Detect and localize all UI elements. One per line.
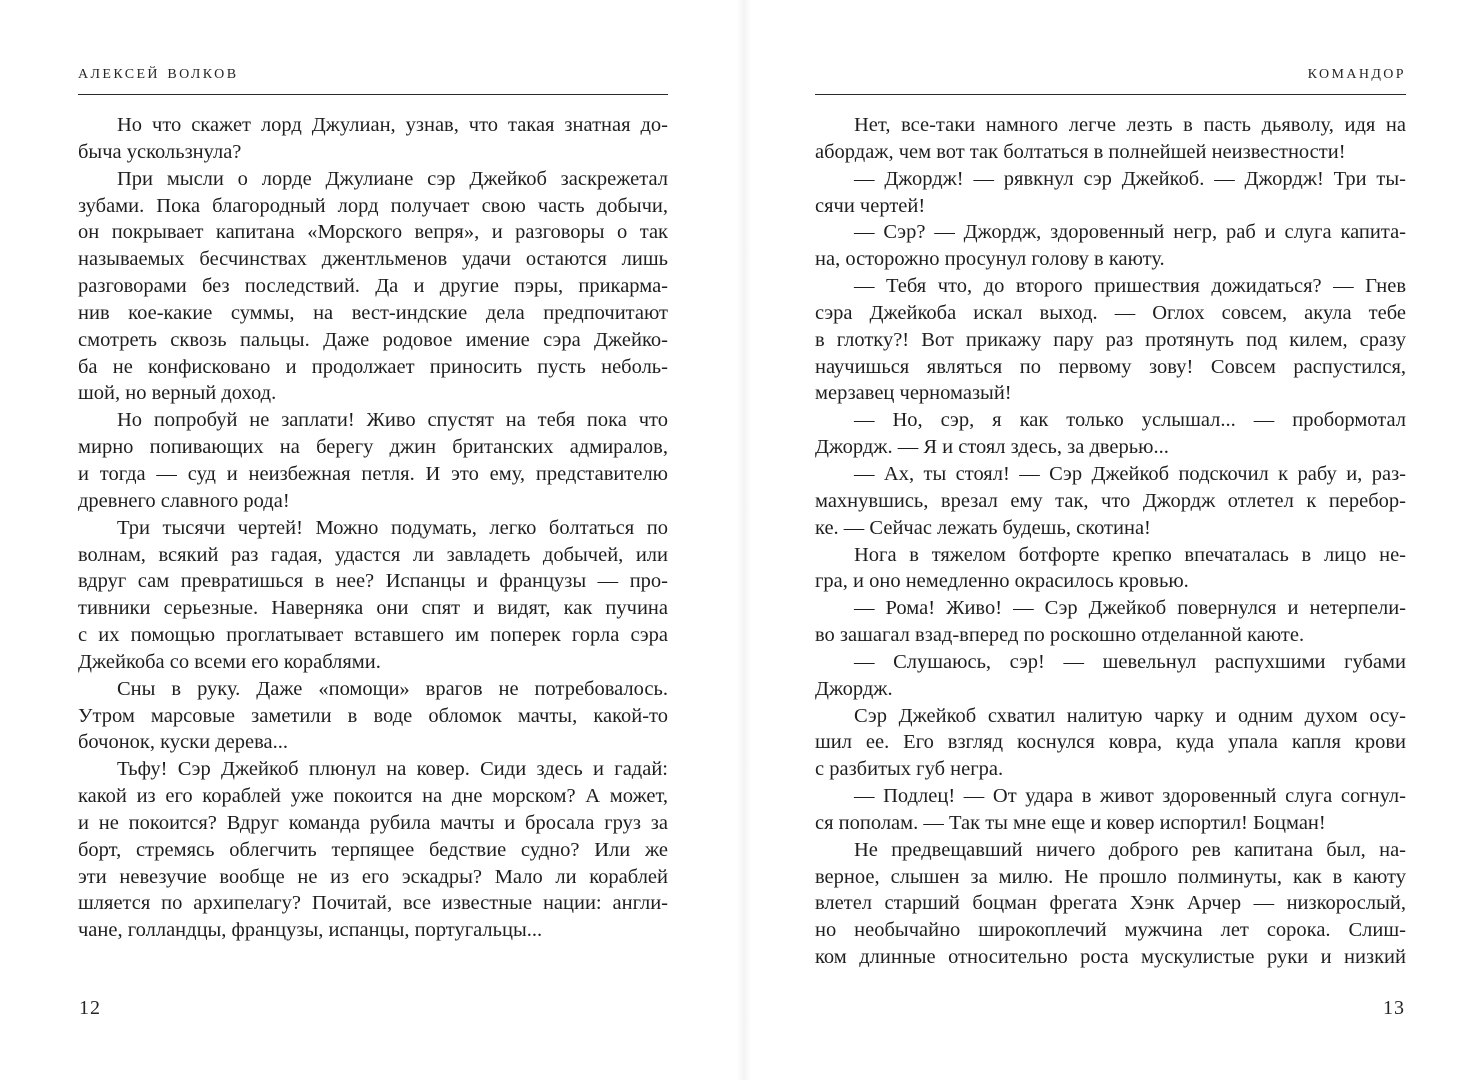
text-line: но необычайно широкоплечий мужчина лет сорока. Слиш- bbox=[815, 919, 1406, 942]
text-line: — Ах, ты стоял! — Сэр Джейкоб подскочил к рабу и, раз- bbox=[854, 462, 1406, 485]
text-line: Не предвещавший ничего доброго рев капитана был, на- bbox=[854, 838, 1406, 861]
text-line: эти невезучие вообще не из его эскадры? Мало ли кораблей bbox=[78, 865, 668, 888]
text-line: вдруг сам превратишься в нее? Испанцы и французы — про- bbox=[78, 570, 668, 593]
text-line: Нет, все-таки намного легче лезть в пасть дьяволу, идя на bbox=[854, 114, 1406, 136]
text-line: Джордж. — Я и стоял здесь, за дверью... bbox=[815, 436, 1169, 459]
text-line: тивники серьезные. Наверняка они спят и видят, как пучина bbox=[78, 597, 668, 620]
text-line: Но попробуй не заплати! Живо спустят на тебя пока что bbox=[117, 409, 668, 432]
text-line: с разбитых губ негра. bbox=[815, 758, 1004, 781]
text-line: При мысли о лорде Джулиане сэр Джейкоб заскрежетал bbox=[117, 167, 668, 190]
text-line: Джордж. bbox=[815, 677, 893, 700]
running-title-book: командор bbox=[1307, 61, 1406, 83]
text-line: ке. — Сейчас лежать будешь, скотина! bbox=[815, 516, 1151, 539]
running-title-author: алексей волков bbox=[78, 61, 239, 83]
text-line: с их помощью проглатывает вставшего им поперек горла сэра bbox=[78, 624, 668, 647]
text-line: чане, голландцы, французы, испанцы, португальцы... bbox=[78, 919, 543, 942]
text-line: мерзавец черномазый! bbox=[815, 382, 1012, 405]
text-line: Но что скажет лорд Джулиан, узнав, что такая знатная до- bbox=[117, 114, 668, 136]
text-line: — Тебя что, до второго пришествия дожидаться? — Гнев bbox=[854, 275, 1406, 298]
text-line: сэра Джейкоба искал выход. — Оглох совсем, акула тебе bbox=[815, 301, 1406, 324]
text-line: Утром марсовые заметили в воде обломок мачты, какой-то bbox=[78, 704, 668, 727]
text-line: и тогда — суд и неизбежная петля. И это ему, представителю bbox=[78, 462, 668, 485]
text-line: — Джордж! — рявкнул сэр Джейкоб. — Джордж! Три ты- bbox=[854, 167, 1406, 190]
text-line: борт, стремясь облегчить терпящее бедствие судно? Или же bbox=[78, 838, 668, 861]
text-line: шляется по архипелагу? Почитай, все известные нации: англи- bbox=[78, 892, 668, 915]
text-line: нив кое-какие суммы, на вест-индские дела предпочитают bbox=[78, 301, 668, 324]
text-block bbox=[815, 112, 1406, 982]
text-line: научишься являться по первому зову! Совсем распустился, bbox=[815, 355, 1406, 378]
text-line: бочонок, куски дерева... bbox=[78, 731, 288, 754]
text-line: и не покоится? Вдруг команда рубила мачты и бросала груз за bbox=[78, 811, 668, 834]
page-number: 13 bbox=[1383, 997, 1405, 1019]
text-line: абордаж, чем вот так болтаться в полнейшей неизвестности! bbox=[815, 140, 1346, 163]
text-line: шой, но верный доход. bbox=[78, 382, 277, 405]
text-line: ком длинные относительно роста мускулистые руки и низкий bbox=[815, 946, 1406, 969]
text-line: ба не конфисковано и продолжает приносить пусть неболь- bbox=[78, 355, 668, 378]
running-head bbox=[78, 58, 668, 95]
page-number: 12 bbox=[79, 997, 101, 1019]
text-line: шил ее. Его взгляд коснулся ковра, куда упала капля крови bbox=[815, 731, 1406, 754]
text-line: влетел старший боцман фрегата Хэнк Арчер — низкорослый, bbox=[815, 892, 1406, 915]
text-line: Три тысячи чертей! Можно подумать, легко болтаться по bbox=[117, 516, 668, 539]
text-line: зубами. Пока благородный лорд получает свою часть добычи, bbox=[78, 194, 668, 217]
text-line: называемых бесчинствах джентльменов удачи остаются лишь bbox=[78, 248, 668, 271]
text-line: на, осторожно просунул голову в каюту. bbox=[815, 248, 1165, 271]
text-line: Нога в тяжелом ботфорте крепко впечаталась в лицо не- bbox=[854, 543, 1406, 566]
text-line: волнам, всякий раз гадая, удастся ли завладеть добычей, или bbox=[78, 543, 668, 566]
text-line: сячи чертей! bbox=[815, 194, 926, 217]
text-block bbox=[78, 112, 668, 982]
text-line: Сэр Джейкоб схватил налитую чарку и одним духом осу- bbox=[854, 704, 1406, 727]
text-line: ся пополам. — Так ты мне еще и ковер испортил! Боцман! bbox=[815, 811, 1326, 834]
text-line: — Но, сэр, я как только услышал... — пробормотал bbox=[854, 409, 1406, 432]
text-line: Тьфу! Сэр Джейкоб плюнул на ковер. Сиди здесь и гадай: bbox=[117, 758, 668, 781]
text-line: разговорами без последствий. Да и другие пэры, прикарма- bbox=[78, 275, 668, 298]
text-line: смотреть сквозь пальцы. Даже родовое имение сэра Джейко- bbox=[78, 328, 668, 351]
text-line: — Слушаюсь, сэр! — шевельнул распухшими губами bbox=[854, 650, 1406, 673]
text-line: во зашагал взад-вперед по роскошно отделанной каюте. bbox=[815, 624, 1305, 647]
text-line: верное, слышен за милю. Не прошло полминуты, как в каюту bbox=[815, 865, 1406, 888]
text-line: Джейкоба со всеми его кораблями. bbox=[78, 650, 381, 673]
text-line: в глотку?! Вот прикажу пару раз протянуть под килем, сразу bbox=[815, 328, 1406, 351]
text-line: махнувшись, врезал ему так, что Джордж отлетел к перебор- bbox=[815, 489, 1406, 512]
text-line: древнего славного рода! bbox=[78, 489, 290, 512]
text-line: — Рома! Живо! — Сэр Джейкоб повернулся и нетерпели- bbox=[854, 597, 1406, 620]
running-head bbox=[815, 58, 1406, 95]
text-line: мирно попивающих на берегу джин британских адмиралов, bbox=[78, 436, 668, 459]
text-line: какой из его кораблей уже покоится на дне морском? А может, bbox=[78, 785, 668, 808]
text-line: быча ускользнула? bbox=[78, 140, 242, 163]
text-line: — Сэр? — Джордж, здоровенный негр, раб и слуга капита- bbox=[854, 221, 1406, 244]
book-gutter bbox=[737, 0, 751, 1080]
text-line: гра, и оно немедленно окрасилось кровью. bbox=[815, 570, 1189, 593]
text-line: Сны в руку. Даже «помощи» врагов не потребовалось. bbox=[117, 677, 668, 700]
text-line: — Подлец! — От удара в живот здоровенный слуга согнул- bbox=[854, 785, 1406, 808]
text-line: он покрывает капитана «Морского вепря», и разговоры о так bbox=[78, 221, 668, 244]
